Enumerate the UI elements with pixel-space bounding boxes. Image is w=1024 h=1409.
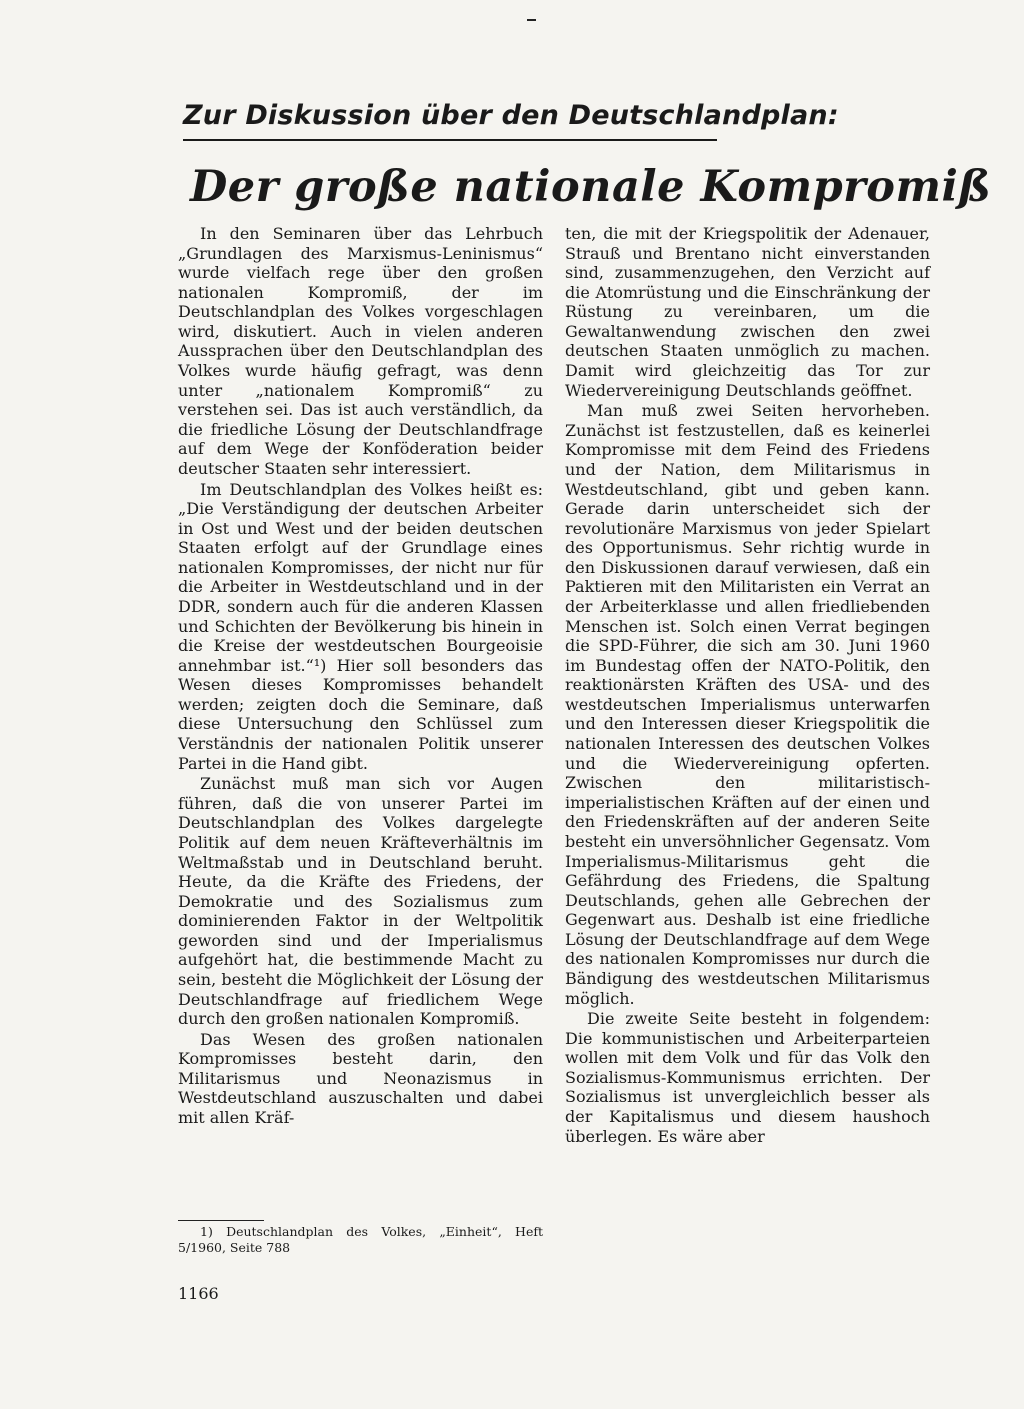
paragraph: Die zweite Seite besteht in folgendem: Die kommunistischen und Arbeiterparteien wollen mit dem Volk und für das Volk den Sozialismus-Kommunismus errichten. Der Sozialismus ist unvergleichlich besser als der Kapitalismus und diesem haushoch überlegen. Es wäre aber (565, 1009, 930, 1146)
page-number: 1166 (178, 1284, 219, 1303)
paragraph: Das Wesen des großen nationalen Kompromisses besteht darin, den Militarismus und Neonazismus in Westdeutschland auszuschalten und dabei mit allen Kräf- (178, 1029, 543, 1128)
top-mark (527, 19, 536, 21)
right-column (565, 224, 930, 1147)
paragraph: ten, die mit der Kriegspolitik der Adenauer, Strauß und Brentano nicht einverstanden sind, zusammenzugehen, den Verzicht auf die Atomrüstung und die Einschränkung der Rüstung zu vereinbaren, um die Gewaltanwendung zwischen den zwei deutschen Staaten unmöglich zu machen. Damit wird gleichzeitig das Tor zur Wiedervereinigung Deutschlands geöffnet. (565, 224, 930, 400)
paragraph: In den Seminaren über das Lehrbuch „Grundlagen des Marxismus-Leninismus“ wurde vielfach rege über den großen nationalen Kompromiß, der im Deutschlandplan des Volkes vorgeschlagen wird, diskutiert. Auch in vielen anderen Aussprachen über den Deutschlandplan des Volkes wurde häufig gefragt, was denn unter „nationalem Kompromiß“ zu verstehen sei. Das ist auch verständlich, da die friedliche Lösung der Deutschlandfrage auf dem Wege der Konföderation beider deutscher Staaten sehr interessiert. (178, 224, 543, 478)
article-headline: Der große nationale Kompromiß (190, 162, 992, 212)
kicker-title: Zur Diskussion über den Deutschlandplan: (183, 100, 839, 131)
footnote: 1) Deutschlandplan des Volkes, „Einheit“, Heft 5/1960, Seite 788 (178, 1224, 543, 1255)
left-column (178, 224, 543, 1129)
paragraph: Man muß zwei Seiten hervorheben. Zunächst ist festzustellen, daß es keinerlei Kompromisse mit dem Feind des Friedens und der Nation, dem Militarismus in Westdeutschland, gibt und geben kann. Gerade darin unterscheidet sich der revolutionäre Marxismus von jeder Spielart des Opportunismus. Sehr richtig wurde in den Diskussionen darauf verwiesen, daß ein Paktieren mit den Militaristen ein Verrat an der Arbeiterklasse und allen friedliebenden Menschen ist. Solch einen Verrat begingen die SPD-Führer, die sich am 30. Juni 1960 im Bundestag offen der NATO-Politik, den reaktionärsten Kräften des USA- und des westdeutschen Imperialismus unterwarfen und den Interessen dieser Kriegspolitik die nationalen Interessen des deutschen Volkes und die Wiedervereinigung opferten. Zwischen den militaristisch-imperialistischen Kräften auf der einen und den Friedenskräften auf der anderen Seite besteht ein unversöhnlicher Gegensatz. Vom Imperialismus-Militarismus geht die Gefährdung des Friedens, die Spaltung Deutschlands, gehen alle Gebrechen der Gegenwart aus. Deshalb ist eine friedliche Lösung der Deutschlandfrage auf dem Wege des nationalen Kompromisses nur durch die Bändigung des westdeutschen Militarismus möglich. (565, 401, 930, 1008)
paragraph: Im Deutschlandplan des Volkes heißt es: „Die Verständigung der deutschen Arbeiter in Ost und West und der beiden deutschen Staaten erfolgt auf der Grundlage eines nationalen Kompromisses, der nicht nur für die Arbeiter in Westdeutschland und in der DDR, sondern auch für die anderen Klassen und Schichten der Bevölkerung bis hinein in die Kreise der westdeutschen Bourgeoisie annehmbar ist.“¹) Hier soll besonders das Wesen dieses Kompromisses behandelt werden; zeigten doch die Seminare, daß diese Untersuchung den Schlüssel zum Verständnis der nationalen Politik unserer Partei in die Hand gibt. (178, 479, 543, 773)
kicker-underline (183, 139, 717, 141)
footnote-divider (178, 1220, 264, 1221)
paragraph: Zunächst muß man sich vor Augen führen, daß die von unserer Partei im Deutschlandplan des Volkes dargelegte Politik auf dem neuen Kräfteverhältnis im Weltmaßstab und in Deutschland beruht. Heute, da die Kräfte des Friedens, der Demokratie und des Sozialismus zum dominierenden Faktor in der Weltpolitik geworden sind und der Imperialismus aufgehört hat, die bestimmende Macht zu sein, besteht die Möglichkeit der Lösung der Deutschlandfrage auf friedlichem Wege durch den großen nationalen Kompromiß. (178, 774, 543, 1029)
